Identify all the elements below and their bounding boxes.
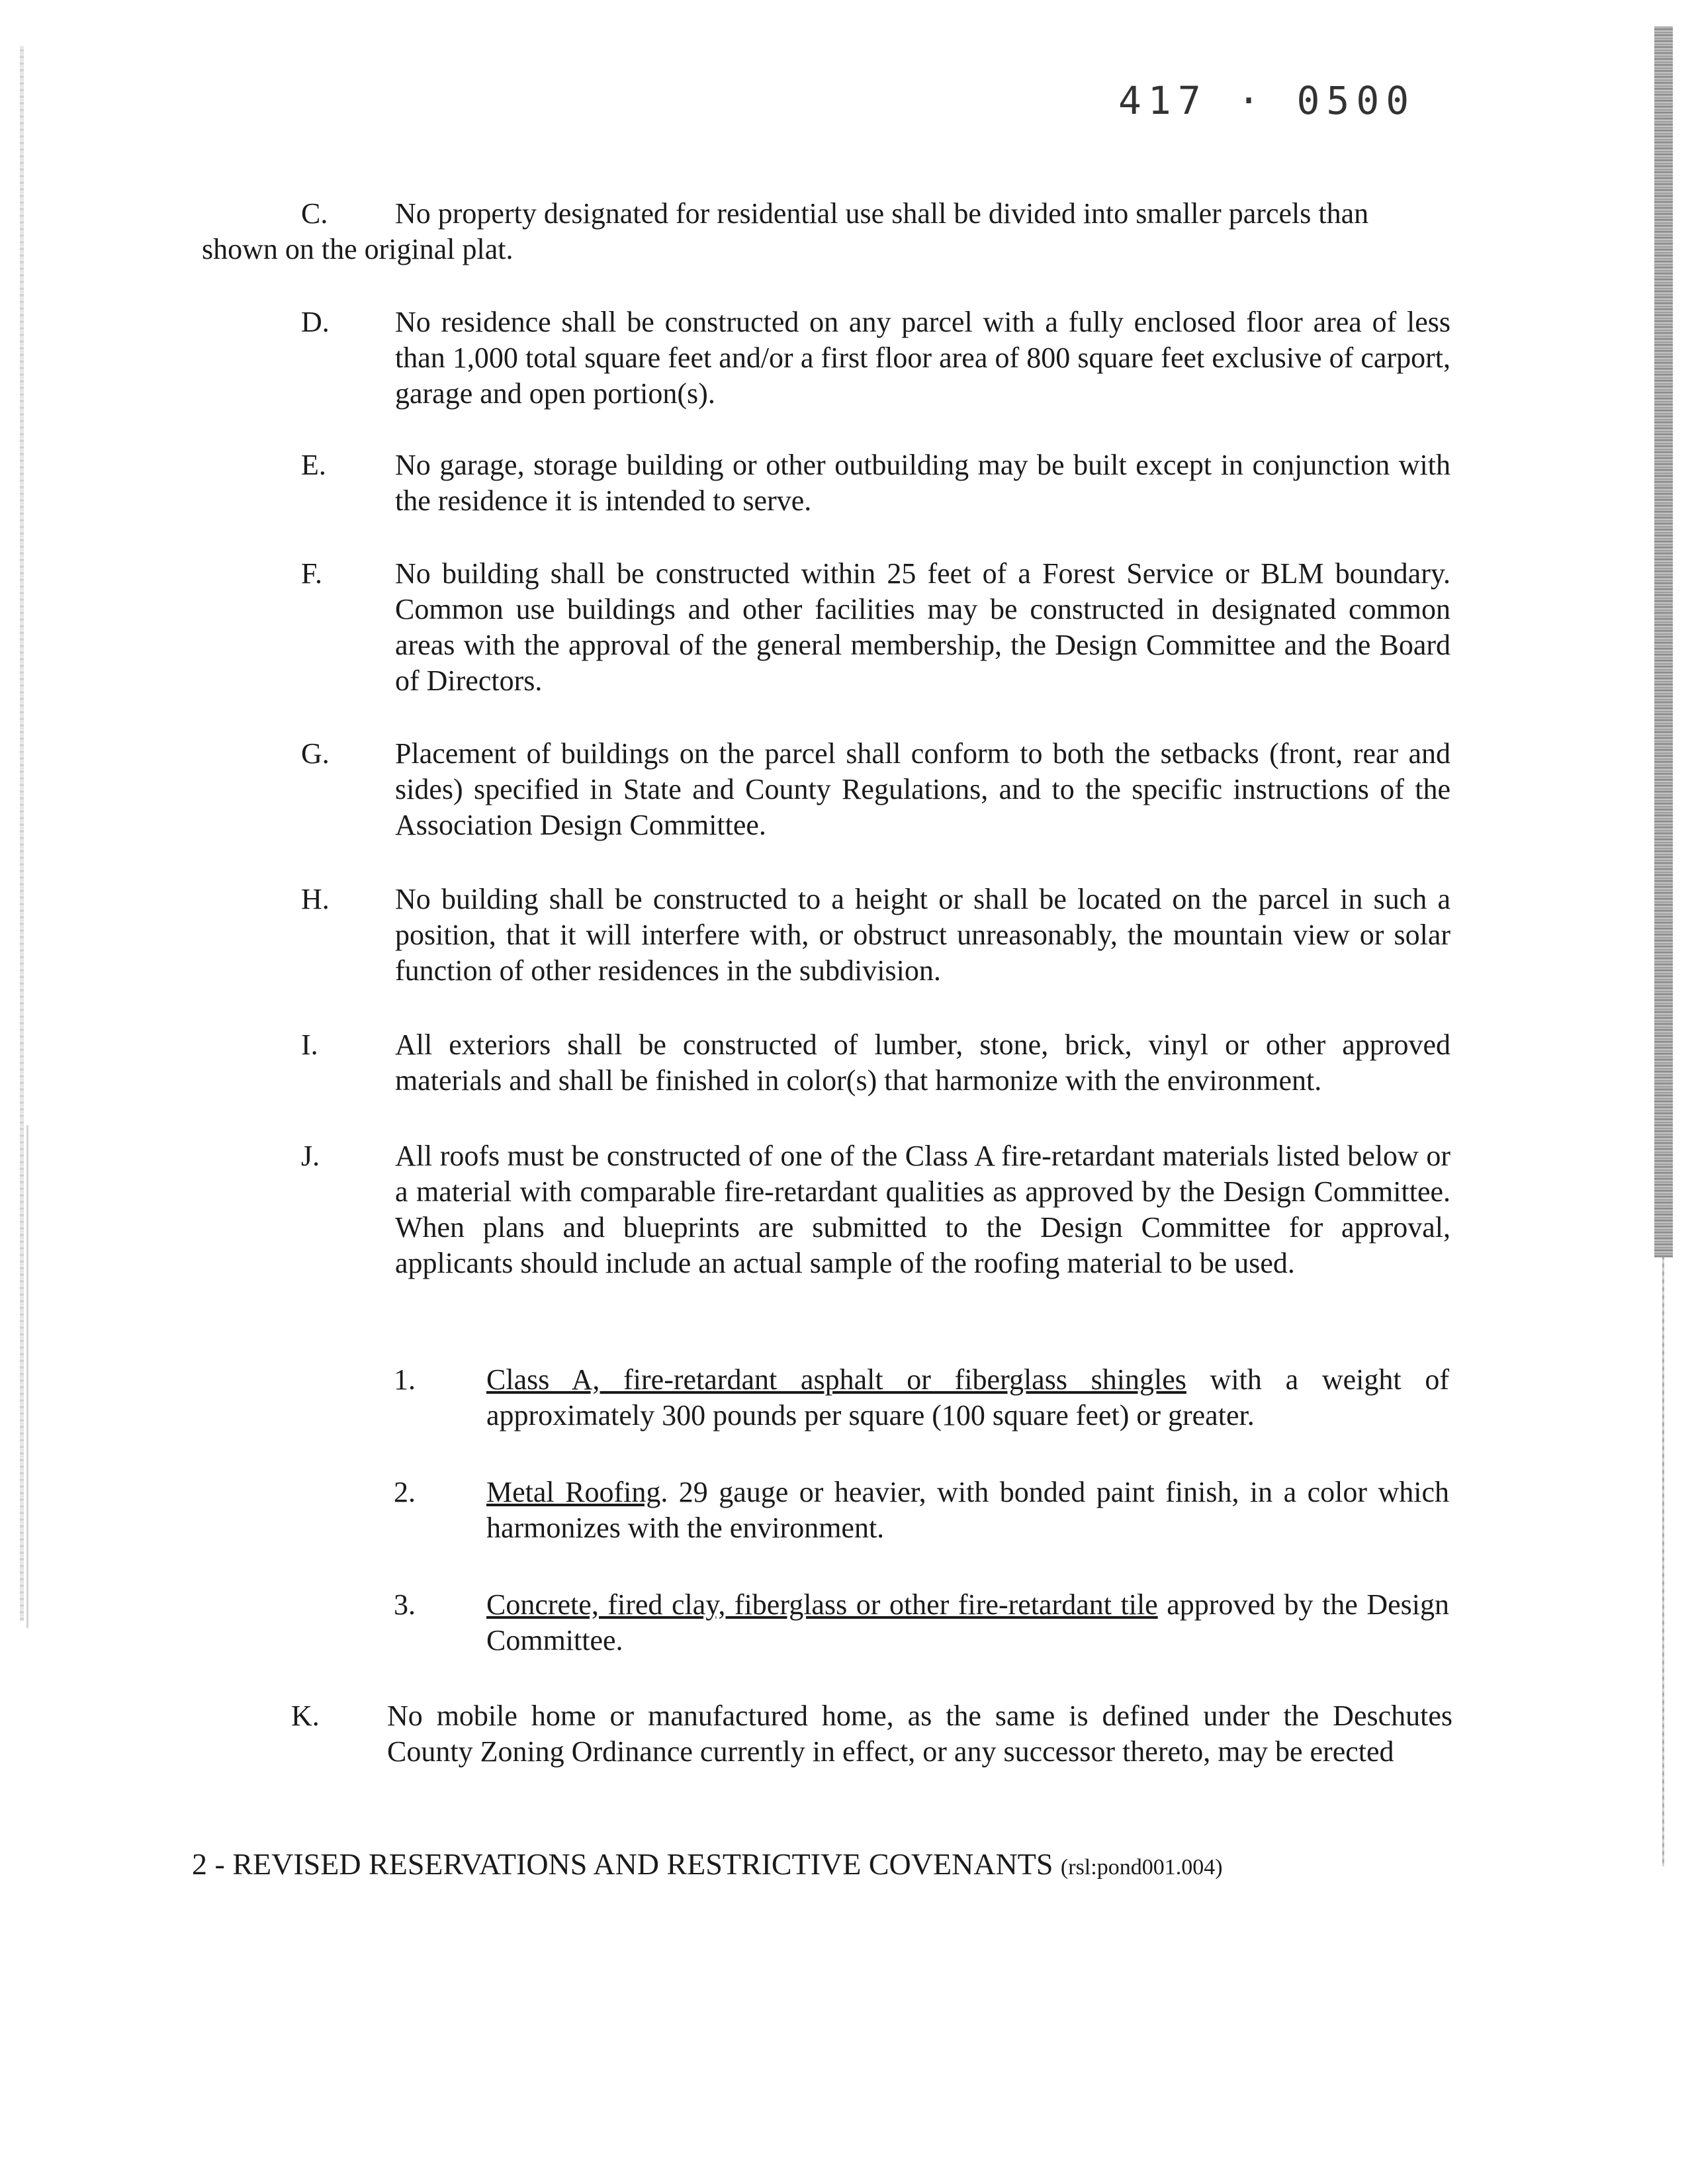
roof-item-text <box>486 1587 1449 1659</box>
roof-item-description: . 29 gauge or heavier, with bonded paint finish, in a color which harmonizes with the environment. <box>486 1476 1449 1544</box>
scan-edge-left <box>20 46 24 1621</box>
roof-item-label: 1. <box>394 1363 416 1396</box>
paragraph-text: All exteriors shall be constructed of lumber, stone, brick, vinyl or other approved materials and shall be finished in color(s) that harmonize with the environment. <box>395 1028 1450 1097</box>
document-number-stamp: 417 · 0500 <box>1118 78 1416 123</box>
roof-item-label: 2. <box>394 1476 416 1508</box>
roof-item-text <box>486 1362 1449 1433</box>
roof-item-label: 3. <box>394 1588 416 1621</box>
roof-item-description: with a weight of approximately 300 pounds per square (100 square feet) or greater. <box>486 1363 1449 1432</box>
paragraph-text: Placement of buildings on the parcel shall conform to both the setbacks (front, rear and sides) specified in State and County Regulations, and to the specific instructions of the Association Design Committee. <box>395 737 1450 841</box>
roof-item-heading: Metal Roofing <box>486 1476 661 1508</box>
page-footer <box>192 1846 1223 1882</box>
scan-edge-right <box>1654 26 1673 1257</box>
paragraph-continuation: shown on the original plat. <box>202 233 513 265</box>
paragraph-text: No mobile home or manufactured home, as the same is defined under the Deschutes County Zoning Ordinance currently in effect, or any successor thereto, may be erected <box>387 1700 1452 1768</box>
roof-item-text <box>486 1475 1449 1546</box>
paragraph-first-line: No property designated for residential use shall be divided into smaller parcels than <box>395 197 1369 230</box>
paragraph-label: D. <box>301 306 330 338</box>
paragraph-text: No garage, storage building or other outbuilding may be built except in conjunction with the residence it is intended to serve. <box>395 449 1450 517</box>
paragraph-text: No building shall be constructed within 25 feet of a Forest Service or BLM boundary. Common use buildings and other facilities may be constructed in designated common areas with the approval of the general membership, the Design Committee and the Board of Directors. <box>395 557 1450 697</box>
paragraph-label: H. <box>301 883 330 915</box>
paragraph-label: J. <box>301 1140 320 1172</box>
paragraph-label: G. <box>301 737 330 770</box>
roof-item-heading: Concrete, fired clay, fiberglass or other fire-retardant tile <box>486 1588 1158 1621</box>
footer-title: 2 - REVISED RESERVATIONS AND RESTRICTIVE COVENANTS <box>192 1847 1053 1881</box>
paragraph-text: All roofs must be constructed of one of the Class A fire-retardant materials listed below or a material with comparable fire-retardant qualities as approved by the Design Committee. When plans and blueprints are submitted to the Design Committee for approval, applicants should include an actual sample of the roofing material to be used. <box>395 1140 1450 1279</box>
paragraph-label: F. <box>301 557 322 590</box>
paragraph-c <box>202 196 1446 275</box>
paragraph-label: E. <box>301 449 326 481</box>
paragraph-label: K. <box>291 1700 320 1732</box>
paragraph-text: No building shall be constructed to a height or shall be located on the parcel in such a position, that it will interfere with, or obstruct unreasonably, the mountain view or solar function of other residences in the subdivision. <box>395 883 1450 987</box>
paragraph-text: No residence shall be constructed on any parcel with a fully enclosed floor area of less than 1,000 total square feet and/or a first floor area of 800 square feet exclusive of carport, garage and open portion(s). <box>395 306 1450 410</box>
scan-edge-right-lower <box>1662 1257 1664 1866</box>
roof-item-heading: Class A, fire-retardant asphalt or fiberglass shingles <box>486 1363 1186 1396</box>
paragraph-label: C. <box>301 197 328 230</box>
paragraph-label: I. <box>301 1028 318 1061</box>
scan-edge-left-lower <box>26 1125 28 1628</box>
roof-item-description: approved by the Design Committee. <box>486 1588 1450 1657</box>
footer-file-reference: (rsl:pond001.004) <box>1060 1855 1223 1880</box>
